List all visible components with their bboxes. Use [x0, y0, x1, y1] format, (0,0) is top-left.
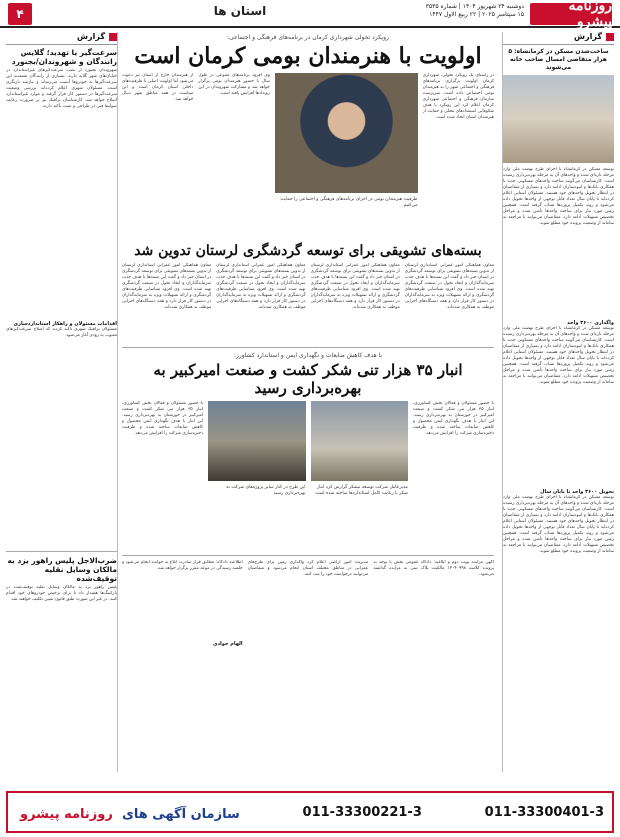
page-number-badge: ۴ — [8, 3, 32, 25]
footer-title-group — [16, 803, 240, 822]
tourism-body-3: معاون هماهنگی امور عمرانی استانداری لرستان از تدوین بسته‌های تشویقی برای توسعه گردشگری در استان خبر داد و گفت این بسته‌ها با هدف جذب سرمایه‌گذاران و ایجاد تحول در صنعت گردشگری تهیه شده است. وی افزود شناسایی ظرفیت‌های گردشگری و ارائه تسهیلات ویژه به سرمایه‌گذاران در دستور کار قرار دارد و همه دستگاه‌های اجرایی موظف به همکاری شده‌اند. — [216, 263, 306, 310]
left-column — [6, 32, 118, 772]
ads-footer-banner — [6, 791, 614, 833]
left-headline: سرعت‌گیر یا تهدید؛ گلایس رانندگان و شهروندان/بجنورد — [11, 48, 117, 66]
newspaper-logo: روزنامه پیشرو — [530, 3, 612, 25]
main-photo-caption: ظرفیت هنرمندان بومی در اجرای برنامه‌های فرهنگی و اجتماعی را حمایت می‌کنیم — [280, 197, 418, 208]
warehouse-caption-2: این طرح در کنار سایر پروژه‌های شرکت به بهره‌برداری رسید — [226, 485, 306, 496]
main-column — [122, 32, 494, 772]
warehouse-kicker: با هدف کاهش ضایعات و نگهداری ایمن و استاندارد کشاورز: — [233, 352, 383, 359]
left-section-label — [6, 32, 117, 45]
warehouse-photo-block-1 — [311, 401, 408, 551]
right-section-label-text: گزارش — [573, 32, 602, 41]
right-subhead-2: تحویل ۳۶۰۰ واحد تا پایان سال — [540, 489, 614, 495]
main-article-row — [122, 73, 494, 239]
left-subhead: اقدامات مسئولان و راهکار استانداردسازی — [13, 321, 117, 327]
tourism-text-row — [122, 263, 494, 343]
right-article-body-2: توسعه مسکن در کرمانشاه با اجرای طرح نهضت ملی وارد مرحله تازه‌ای شده و واحدهای آن به مرحله بهره‌برداری رسیده است. کارشناسان می‌گویند ساخت واحدهای مسکونی جدید با همکاری بانک‌ها و انبوه‌سازان ادامه دارد و بسیاری از متقاضیان در انتظار تحویل واحدهای خود هستند. مسئولان استانی اعلام کرده‌اند تا پایان سال تعداد قابل توجهی از واحدها تحویل داده می‌شود و روند تکمیل پروژه‌ها شتاب گرفته است. همچنین زمین مورد نیاز برای ساخت واحدها تأمین شده و مراحل تخصیص تسهیلات ادامه دارد. متقاضیان می‌توانند با مراجعه به سامانه از وضعیت پرونده خود مطلع شوند. — [503, 326, 614, 385]
housing-photo — [503, 75, 614, 163]
notice-left-block — [122, 560, 243, 650]
issue-line-2: ۱۵ سپتامبر ۲۰۲۵ | ۲۲ ربیع الاول ۱۴۴۷ — [429, 11, 524, 18]
tourism-body-1: معاون هماهنگی امور عمرانی استانداری لرستان از تدوین بسته‌های تشویقی برای توسعه گردشگری در استان خبر داد و گفت این بسته‌ها با هدف جذب سرمایه‌گذاران و ایجاد تحول در صنعت گردشگری تهیه شده است. وی افزود شناسایی ظرفیت‌های گردشگری و ارائه تسهیلات ویژه به سرمایه‌گذاران در دستور کار قرار دارد و همه دستگاه‌های اجرایی موظف به همکاری شده‌اند. — [404, 263, 494, 310]
left-headline-2: ضرب‌الاجل پلیس راهور یزد به مالکان وسایل نقلیه توقیف‌شده — [7, 556, 117, 583]
left-divider — [6, 551, 117, 552]
right-headline: ساخت‌شدن مسکن در کرمانشاه: ۵ هزار متقاضی امسال صاحب خانه می‌شوند — [508, 48, 609, 71]
section-marker-icon — [109, 33, 117, 41]
issue-info — [426, 3, 524, 19]
right-article-body-3: توسعه مسکن در کرمانشاه با اجرای طرح نهضت ملی وارد مرحله تازه‌ای شده و واحدهای آن به مرحله بهره‌برداری رسیده است. کارشناسان می‌گویند ساخت واحدهای مسکونی جدید با همکاری بانک‌ها و انبوه‌سازان ادامه دارد و بسیاری از متقاضیان در انتظار تحویل واحدهای خود هستند. مسئولان استانی اعلام کرده‌اند تا پایان سال تعداد قابل توجهی از واحدها تحویل داده می‌شود و روند تکمیل پروژه‌ها شتاب گرفته است. همچنین زمین مورد نیاز برای ساخت واحدها تأمین شده و مراحل تخصیص تسهیلات ادامه دارد. متقاضیان می‌توانند با مراجعه به سامانه از وضعیت پرونده خود مطلع شوند. — [503, 495, 614, 554]
main-kicker: رویکرد تحولی شهرداری کرمان در برنامه‌های فرهنگی و اجتماعی: — [227, 34, 389, 41]
section-divider — [122, 347, 494, 348]
section-marker-icon — [606, 33, 614, 41]
notice-signature: الهام جوادی — [212, 641, 243, 647]
warehouse-body-2: با حضور مسئولان و فعالان بخش کشاورزی، انبار ۳۵ هزار تنی شکر کشت و صنعت امیرکبیر در خوزستان به بهره‌برداری رسید. این انبار با هدف نگهداری ایمن محصول و کاهش ضایعات ساخته شده و ظرفیت ذخیره‌سازی شرکت را افزایش می‌دهد. — [122, 401, 204, 436]
issue-line-1: دوشنبه ۲۴ شهریور ۱۴۰۴ | شماره ۳۵۳۵ — [425, 3, 524, 10]
right-column — [502, 32, 614, 772]
left-section-label-text: گزارش — [76, 32, 105, 41]
warehouse-row — [122, 401, 494, 551]
tourism-body-2: معاون هماهنگی امور عمرانی استانداری لرستان از تدوین بسته‌های تشویقی برای توسعه گردشگری در استان خبر داد و گفت این بسته‌ها با هدف جذب سرمایه‌گذاران و ایجاد تحول در صنعت گردشگری تهیه شده است. وی افزود شناسایی ظرفیت‌های گردشگری و ارائه تسهیلات ویژه به سرمایه‌گذاران در دستور کار قرار دارد و همه دستگاه‌های اجرایی موظف به همکاری شده‌اند. — [310, 263, 400, 310]
main-body-a: در راستای یک رویکرد تحولی، شهرداری کرمان اولویت برگزاری برنامه‌های فرهنگی و اجتماعی شهر را به هنرمندان بومی اختصاص داده است. سرپرست سازمان فرهنگی و اجتماعی شهرداری کرمان اعلام کرد این رویکرد با هدف شکوفایی استعدادهای محلی و حمایت از هنرمندان استان اتخاذ شده است. — [422, 73, 494, 120]
warehouse-photo-block-2 — [208, 401, 305, 551]
left-article-body-2: مسئولان ترافیک شهری تأکید کردند که اصلاح سرعت‌گیرهای معیوب به زودی آغاز می‌شود. — [6, 327, 117, 338]
tourism-headline: بسته‌های تشویقی برای توسعه گردشگری لرستان تدوین شد — [134, 243, 482, 259]
page-header — [0, 0, 620, 28]
warehouse-interior-photo — [311, 401, 408, 481]
right-article-body: توسعه مسکن در کرمانشاه با اجرای طرح نهضت ملی وارد مرحله تازه‌ای شده و واحدهای آن به مرحله بهره‌برداری رسیده است. کارشناسان می‌گویند ساخت واحدهای مسکونی جدید با همکاری بانک‌ها و انبوه‌سازان ادامه دارد و بسیاری از متقاضیان در انتظار تحویل واحدهای خود هستند. مسئولان استانی اعلام کرده‌اند تا پایان سال تعداد قابل توجهی از واحدها تحویل داده می‌شود و روند تکمیل پروژه‌ها شتاب گرفته است. همچنین زمین مورد نیاز برای ساخت واحدها تأمین شده و مراحل تخصیص تسهیلات ادامه دارد. متقاضیان می‌توانند با مراجعه به سامانه از وضعیت پرونده خود مطلع شوند. — [503, 167, 614, 226]
footer-brand: روزنامه پیشرو — [20, 806, 113, 822]
notice-right: آگهی مزایده نوبت دوم و ابلاغیه: دادگاه عمومی بخش با توجه به پرونده کلاسه ۱۴۰۴۰۹۹۸ مالکیت پلاک ثبتی به مزایده گذاشته می‌شود. — [373, 560, 494, 577]
main-headline: اولویت با هنرمندان بومی کرمان است — [134, 43, 482, 69]
footer-phone-2: 011-33300401-3 — [484, 804, 604, 820]
bottom-divider — [122, 555, 494, 556]
main-photo-block — [275, 73, 418, 239]
warehouse-headline: انبار ۳۵ هزار تنی شکر کشت و صنعت امیرکبیر به بهره‌برداری رسید — [153, 361, 463, 397]
main-body-b: وی افزود برنامه‌های متنوعی در طول سال با حضور هنرمندان بومی برگزار خواهد شد و مشارکت شهروندان در این رویدادها افزایش یافته است. — [198, 73, 270, 96]
footer-title: سازمان آگهی های — [121, 806, 240, 822]
notices-row — [122, 560, 494, 650]
section-title: استان ها — [213, 4, 267, 18]
notice-left: اطلاعیه دادگاه: مطابق قرار صادره، ابلاغ به خوانده انجام می‌شود و جلسه رسیدگی در موعد مقرر برگزار خواهد شد. — [121, 560, 243, 571]
warehouse-caption-1: مدیرعامل شرکت توسعه نیشکر گزارش کرد انبار شکر با رعایت کامل استانداردها ساخته شده است — [315, 485, 408, 496]
right-section-label — [503, 32, 614, 45]
left-article-body-3: پلیس راهور یزد به مالکان وسایل نقلیه توقیف‌شده در پارکینگ‌ها هشدار داد تا برای ترخیص خودروهای خود اقدام کنند. در غیر این صورت طبق قانون تعیین تکلیف خواهند شد. — [6, 585, 117, 602]
tourism-body-4: معاون هماهنگی امور عمرانی استانداری لرستان از تدوین بسته‌های تشویقی برای توسعه گردشگری در استان خبر داد و گفت این بسته‌ها با هدف جذب سرمایه‌گذاران و ایجاد تحول در صنعت گردشگری تهیه شده است. وی افزود شناسایی ظرفیت‌های گردشگری و ارائه تسهیلات ویژه به سرمایه‌گذاران در دستور کار قرار دارد و همه دستگاه‌های اجرایی موظف به همکاری شده‌اند. — [122, 263, 212, 310]
ceremony-photo — [208, 401, 305, 481]
official-portrait-photo — [275, 73, 418, 193]
left-article-body: شهروندان بجنورد از نصب سرعت‌گیرهای غیراستاندارد در خیابان‌های شهر گلایه دارند. بسیاری از رانندگان معتقدند این سرعت‌گیرها به خودروها آسیب می‌رساند و نیازمند بازنگری است. مسئولان شهری اعلام کرده‌اند بررسی وضعیت سرعت‌گیرها در دستور کار قرار گرفته و موارد غیراستاندارد اصلاح خواهد شد. کارشناسان ترافیک نیز بر ضرورت رعایت ضوابط فنی در طراحی و نصب تأکید دارند. — [6, 68, 117, 109]
warehouse-body: با حضور مسئولان و فعالان بخش کشاورزی، انبار ۳۵ هزار تنی شکر کشت و صنعت امیرکبیر در خوزستان به بهره‌برداری رسید. این انبار با هدف نگهداری ایمن محصول و کاهش ضایعات ساخته شده و ظرفیت ذخیره‌سازی شرکت را افزایش می‌دهد. — [412, 401, 494, 436]
footer-phone-1: 011-33300221-3 — [302, 804, 422, 820]
right-subhead-1: واگذاری ۳۶۰۰ واحد — [567, 320, 614, 326]
notice-middle: مدیریت امور اراضی اعلام کرد واگذاری زمین برای طرح‌های عمرانی در مناطق مختلف استان انجام می‌شود و متقاضیان می‌توانند درخواست خود را ثبت کنند. — [247, 560, 369, 577]
main-body-c: از هنرمندان خارج از استان نیز دعوت می‌شود اما اولویت اصلی با ظرفیت‌های داخلی استان کرمان است و این سیاست در همه مناطق شهر دنبال خواهد شد. — [121, 73, 194, 102]
